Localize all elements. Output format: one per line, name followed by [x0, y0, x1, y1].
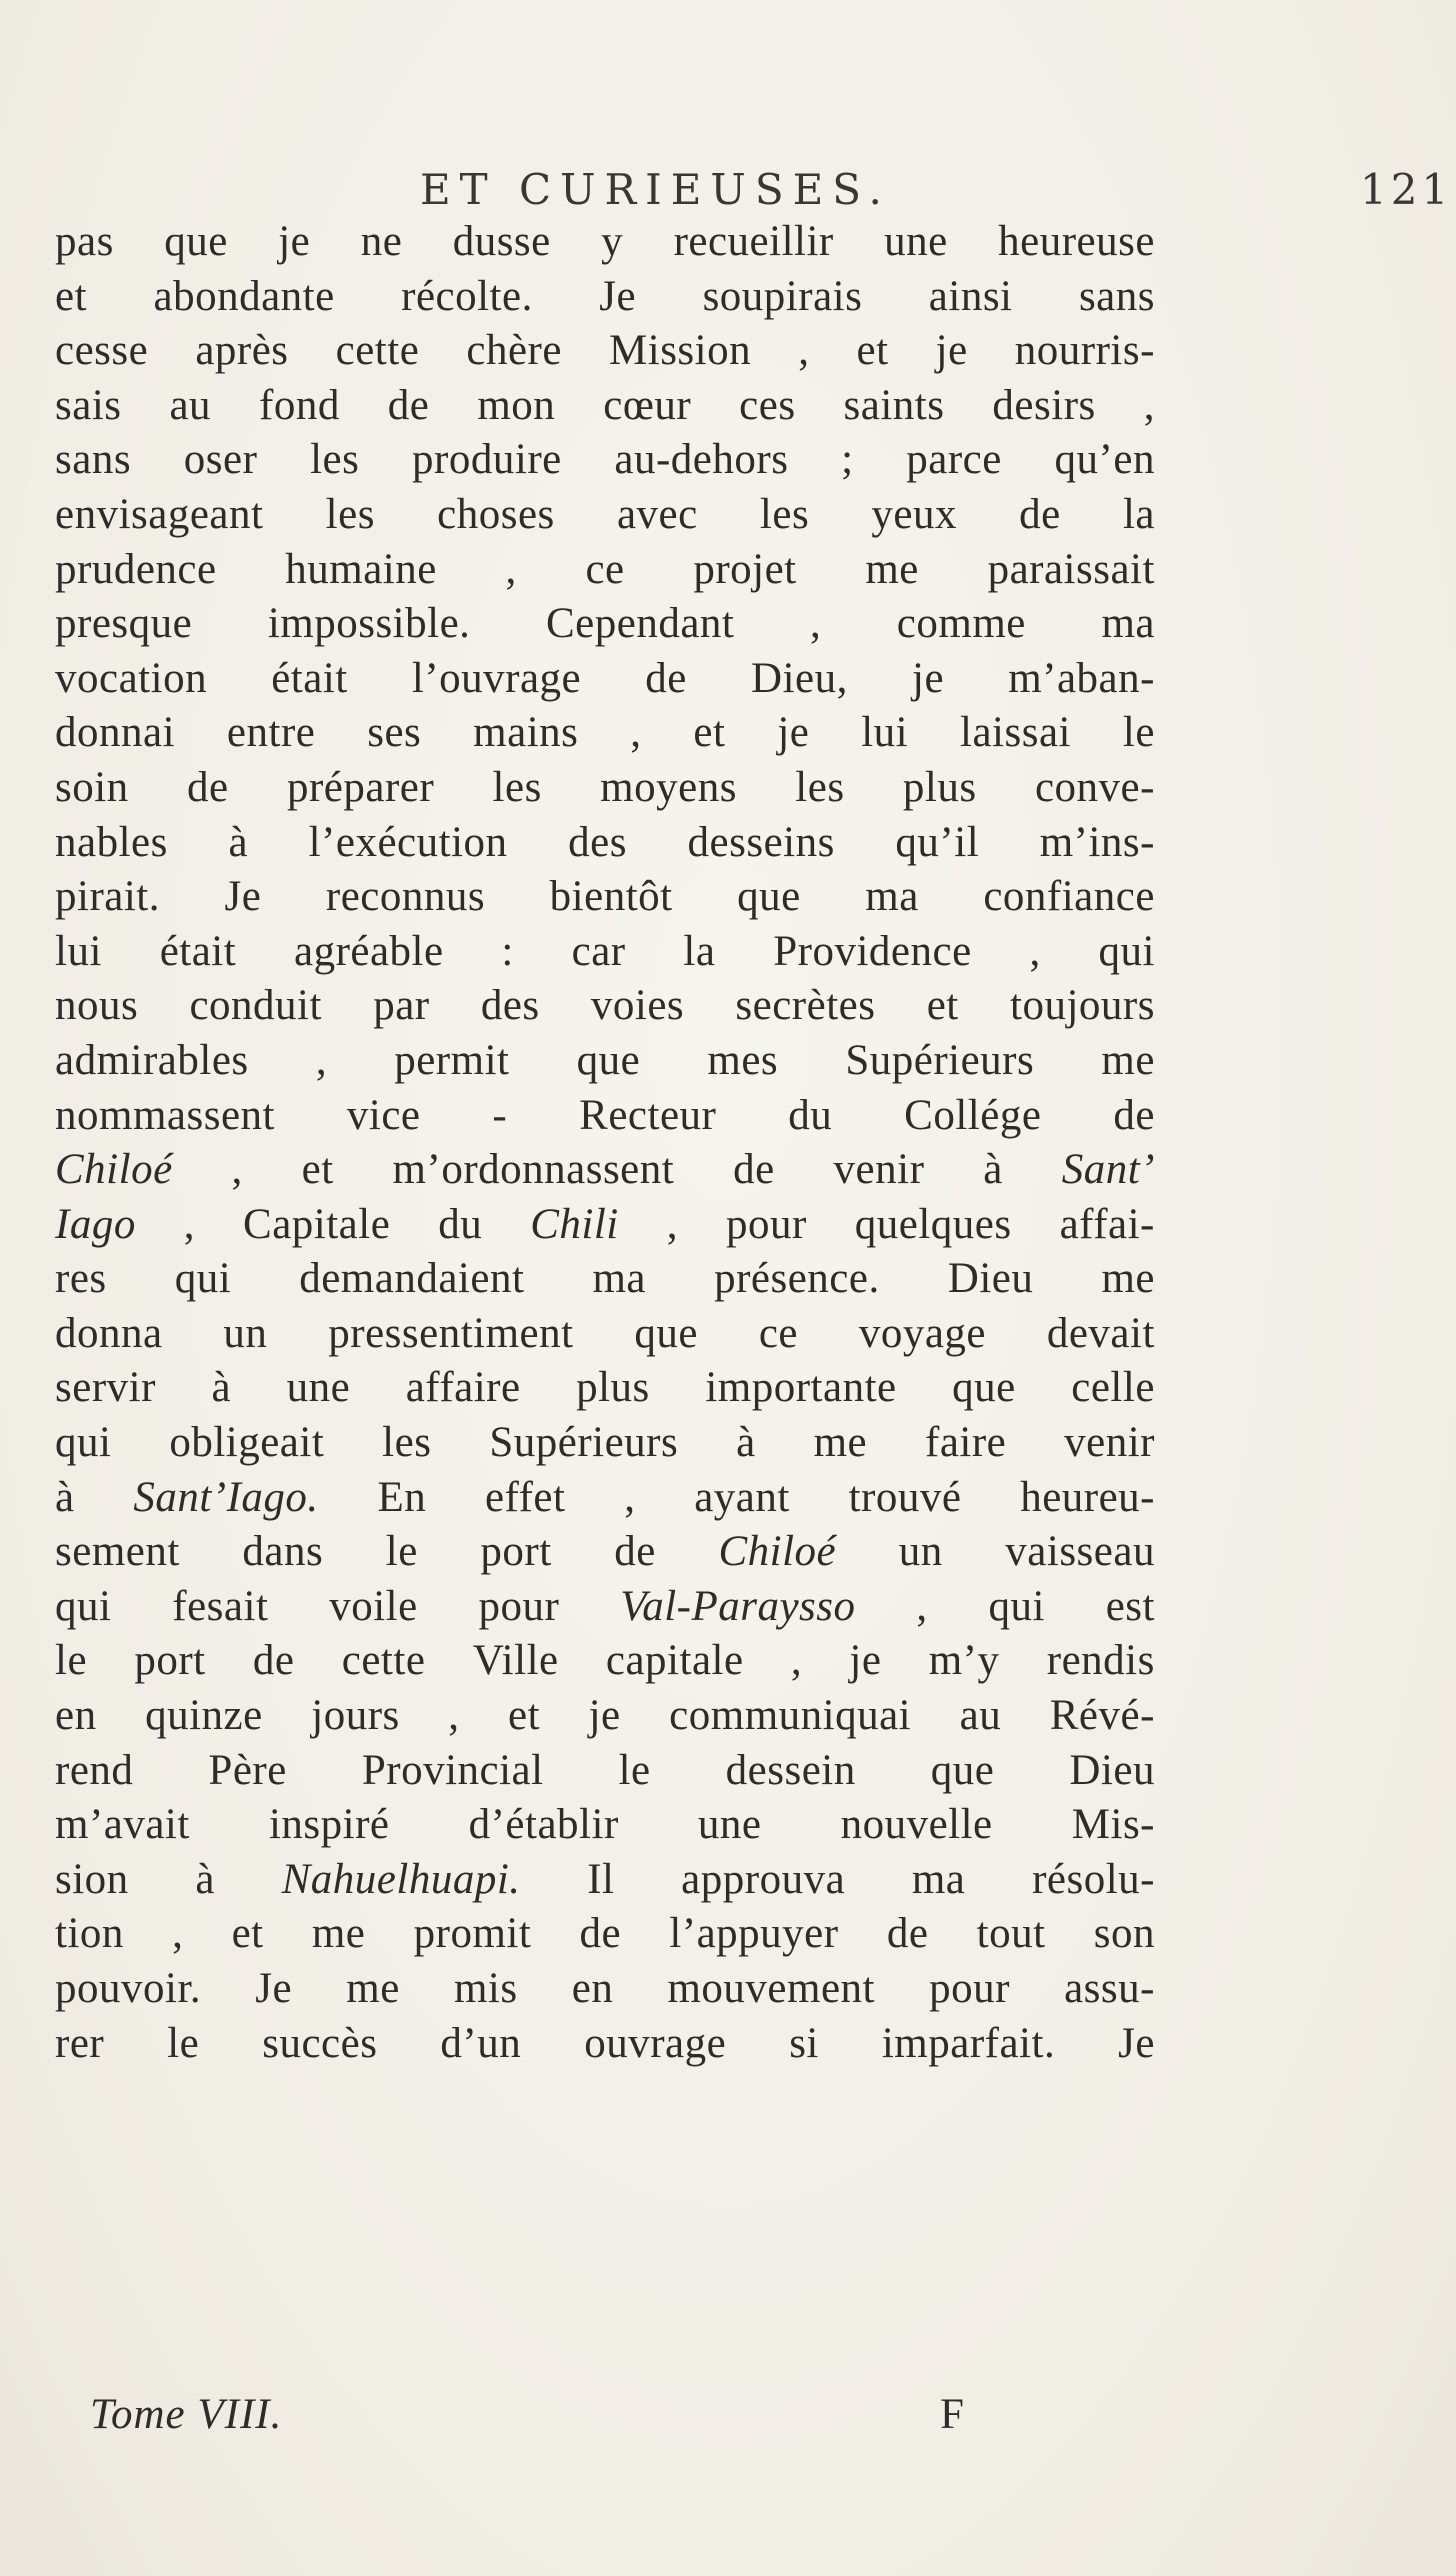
text-line: servir à une affaire plus importante que celle [55, 1364, 1155, 1412]
text-line: cesse après cette chère Mission , et je nourris- [55, 327, 1155, 375]
text-line: prudence humaine , ce projet me paraissait [55, 545, 1155, 593]
volume-signature: Tome VIII. [90, 2391, 283, 2438]
gathering-signature: F [940, 2391, 965, 2438]
text-line: qui fesait voile pour Val-Paraysso , qui est [55, 1582, 1155, 1630]
text-line: nous conduit par des voies secrètes et toujours [55, 982, 1155, 1030]
text-line: pirait. Je reconnus bientôt que ma confiance [55, 873, 1155, 921]
text-line: admirables , permit que mes Supérieurs me [55, 1036, 1155, 1084]
running-head: ET CURIEUSES. [420, 165, 891, 214]
text-line: sans oser les produire au-dehors ; parce qu’en [55, 436, 1155, 484]
text-line: rend Père Provincial le dessein que Dieu [55, 1746, 1155, 1794]
text-line: sement dans le port de Chiloé un vaisseau [55, 1528, 1155, 1576]
text-line: vocation était l’ouvrage de Dieu, je m’aban- [55, 654, 1155, 702]
text-line: donnai entre ses mains , et je lui laissai le [55, 709, 1155, 757]
body-text [55, 215, 1155, 2071]
text-line: qui obligeait les Supérieurs à me faire venir [55, 1419, 1155, 1467]
text-line: res qui demandaient ma présence. Dieu me [55, 1255, 1155, 1303]
text-line: Chiloé , et m’ordonnassent de venir à Sant’ [55, 1146, 1155, 1194]
text-line: lui était agréable : car la Providence , qui [55, 927, 1155, 975]
text-line: tion , et me promit de l’appuyer de tout son [55, 1910, 1155, 1958]
text-line: m’avait inspiré d’établir une nouvelle Mis- [55, 1801, 1155, 1849]
text-line: rer le succès d’un ouvrage si imparfait. Je [55, 2019, 1155, 2067]
page-footer [90, 2390, 990, 2450]
text-line: et abondante récolte. Je soupirais ainsi sans [55, 272, 1155, 320]
text-line: soin de préparer les moyens les plus conve- [55, 763, 1155, 811]
text-line: en quinze jours , et je communiquai au Révé- [55, 1692, 1155, 1740]
page-number: 121 [1360, 165, 1453, 214]
text-line: sais au fond de mon cœur ces saints desirs , [55, 381, 1155, 429]
text-line: nables à l’exécution des desseins qu’il m’ins- [55, 818, 1155, 866]
text-line: nommassent vice - Recteur du Collége de [55, 1091, 1155, 1139]
text-line: envisageant les choses avec les yeux de la [55, 490, 1155, 538]
text-line: pouvoir. Je me mis en mouvement pour assu- [55, 1965, 1155, 2012]
text-line: sion à Nahuelhuapi. Il approuva ma résolu- [55, 1855, 1155, 1903]
text-line: à Sant’Iago. En effet , ayant trouvé heureu- [55, 1473, 1155, 1521]
text-line: presque impossible. Cependant , comme ma [55, 600, 1155, 648]
text-line: Iago , Capitale du Chili , pour quelques affai- [55, 1200, 1155, 1248]
text-line: donna un pressentiment que ce voyage devait [55, 1309, 1155, 1357]
text-line: pas que je ne dusse y recueillir une heureuse [55, 218, 1155, 265]
text-line: le port de cette Ville capitale , je m’y rendis [55, 1637, 1155, 1685]
